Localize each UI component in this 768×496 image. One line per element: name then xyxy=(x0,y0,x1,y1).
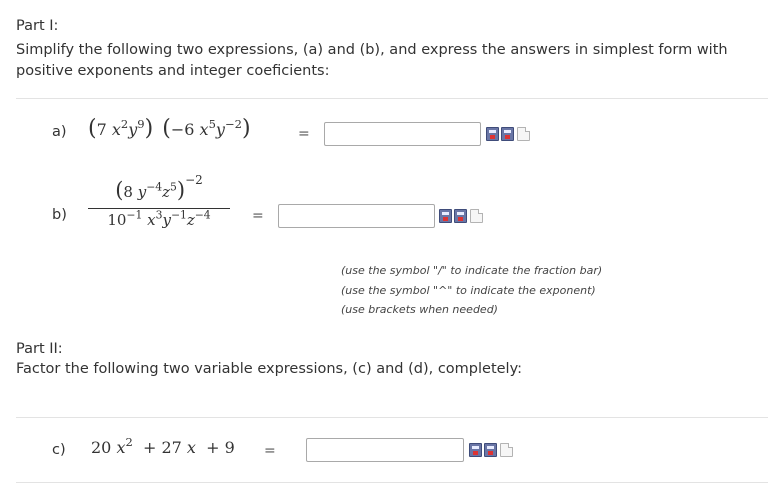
note-fraction-bar: (use the symbol "/" to indicate the fraction bar) xyxy=(341,264,603,277)
part2-instructions: Factor the following two variable expressions, (c) and (d), completely: xyxy=(16,361,522,377)
problem-c-expression: 20 $x^2 + 27$ x + 9 xyxy=(91,435,235,457)
part1-instructions: Simplify the following two expressions, (a) and (b), and express the answers in simplest form with positive exponents and integer coeficients: xyxy=(16,42,728,79)
preview-icon[interactable] xyxy=(486,127,499,141)
problem-b-equals: = xyxy=(252,208,264,224)
equation-editor-icon[interactable] xyxy=(454,209,467,223)
equation-editor-icon[interactable] xyxy=(484,443,497,457)
problem-b-tools xyxy=(439,209,485,225)
help-page-icon[interactable] xyxy=(470,209,483,223)
preview-icon[interactable] xyxy=(439,209,452,223)
problem-c-answer-input[interactable] xyxy=(306,438,464,462)
problem-a-equals: = xyxy=(298,126,310,142)
problem-b-answer-input[interactable] xyxy=(278,204,435,228)
divider xyxy=(16,417,768,418)
divider xyxy=(16,98,768,99)
problem-c-equals: = xyxy=(264,443,276,459)
problem-a-tools xyxy=(486,127,532,143)
part1-heading: Part I: xyxy=(16,18,59,34)
problem-c-tools xyxy=(469,443,515,459)
note-exponent: (use the symbol "^" to indicate the exponent) xyxy=(341,284,596,297)
problem-b-label: b) xyxy=(52,207,67,223)
help-page-icon[interactable] xyxy=(500,443,513,457)
problem-c-label: c) xyxy=(52,442,66,458)
equation-editor-icon[interactable] xyxy=(501,127,514,141)
divider xyxy=(16,482,768,483)
preview-icon[interactable] xyxy=(469,443,482,457)
help-page-icon[interactable] xyxy=(517,127,530,141)
problem-a-label: a) xyxy=(52,124,67,140)
problem-a-expression: (7 $x^2y^9$) (−6 $x^5y^{-2}$) xyxy=(88,116,251,141)
problem-a-answer-input[interactable] xyxy=(324,122,481,146)
part2-heading: Part II: xyxy=(16,341,63,357)
note-brackets: (use brackets when needed) xyxy=(341,303,498,316)
problem-b-expression: (8 $y^{-4}z^5)^{-2}$ $10^{-1}$ $x^3y^{-1}z^{-4}$ xyxy=(88,172,230,231)
